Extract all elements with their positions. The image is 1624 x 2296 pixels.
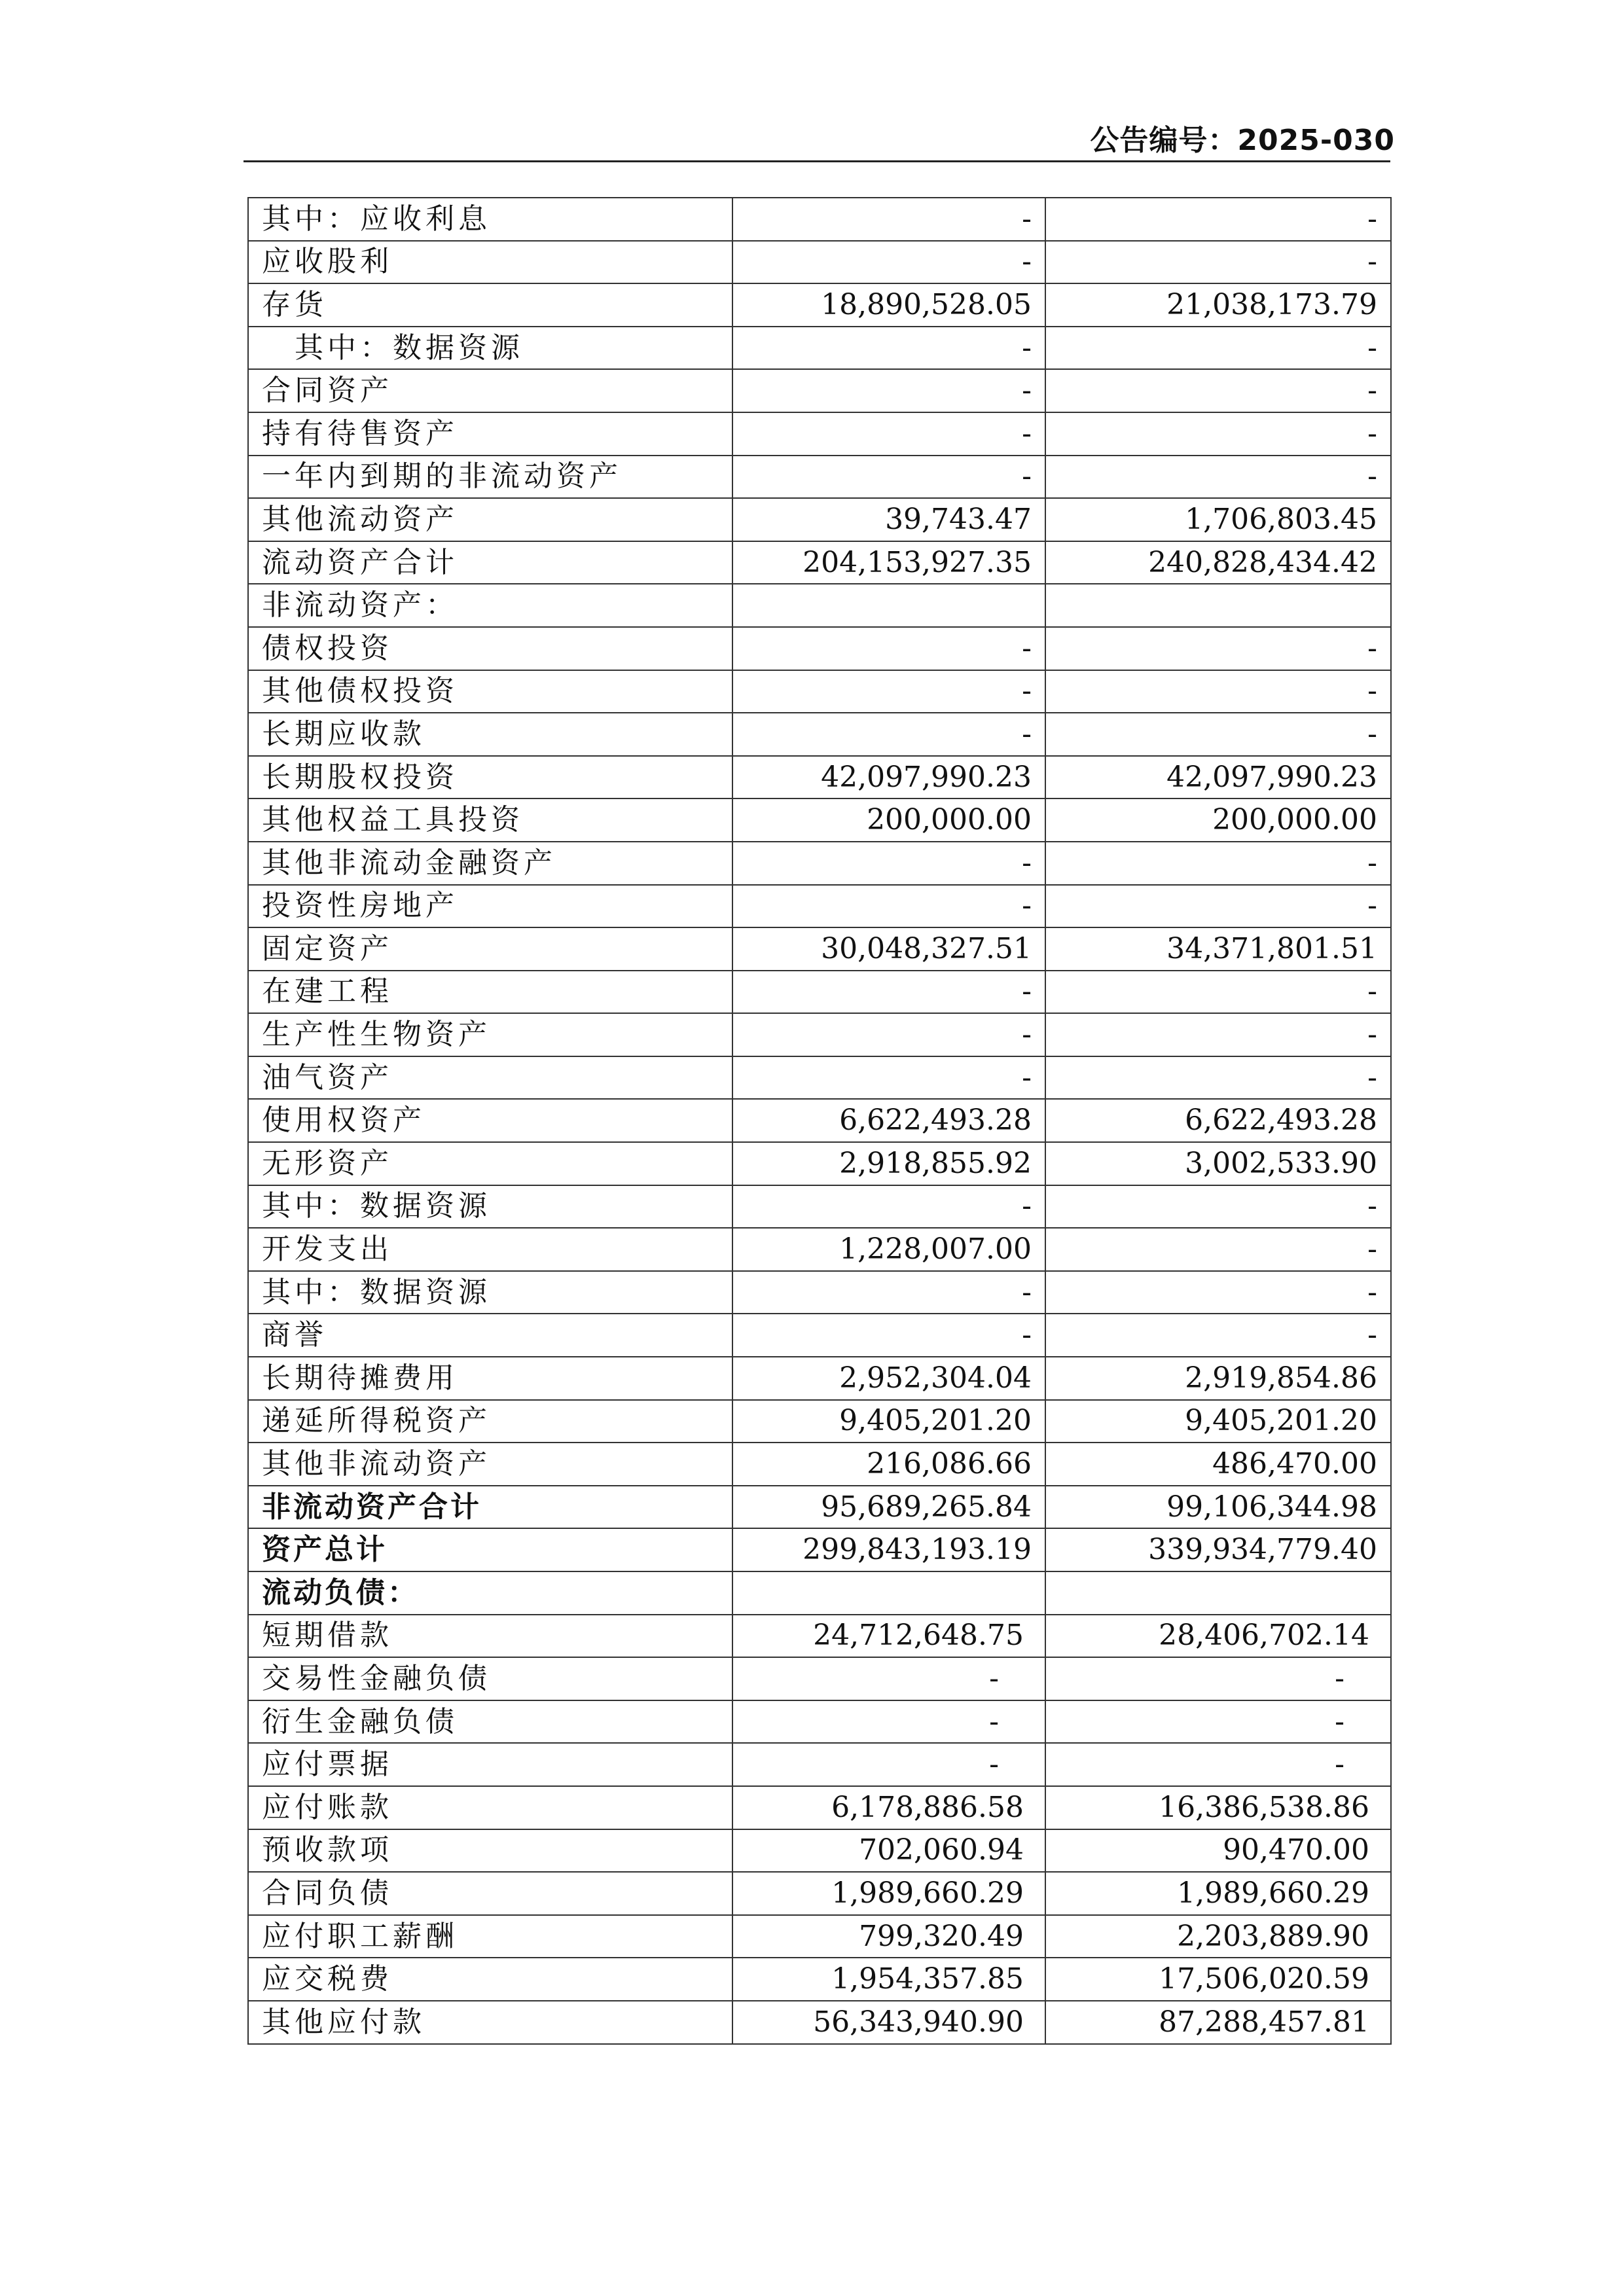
table-row (248, 1915, 1391, 1958)
value-column-1: 799,320.49 (732, 1915, 1045, 1958)
row-label: 应付职工薪酬 (248, 1915, 732, 1958)
value-column-2: - (1045, 627, 1391, 670)
row-label: 其中：应收利息 (248, 198, 732, 241)
row-label: 应交税费 (248, 1958, 732, 2001)
table-row (248, 1056, 1391, 1100)
table-row (248, 1571, 1391, 1615)
value-column-2: - (1045, 1013, 1391, 1056)
row-label: 其他非流动金融资产 (248, 842, 732, 885)
value-column-1: 30,048,327.51 (732, 927, 1045, 971)
table-row (248, 1743, 1391, 1786)
row-label: 合同负债 (248, 1872, 732, 1915)
value-column-2: 1,706,803.45 (1045, 498, 1391, 541)
value-column-1: - (732, 1013, 1045, 1056)
table-row (248, 1657, 1391, 1700)
row-label: 商誉 (248, 1314, 732, 1357)
table-row (248, 283, 1391, 327)
value-column-1: - (732, 198, 1045, 241)
value-column-2: - (1045, 327, 1391, 370)
row-label: 非流动资产： (248, 584, 732, 627)
row-label: 资产总计 (248, 1528, 732, 1571)
value-column-1: 18,890,528.05 (732, 283, 1045, 327)
value-column-1: 24,712,648.75 (732, 1615, 1045, 1658)
table-row (248, 1314, 1391, 1357)
row-label: 应付票据 (248, 1743, 732, 1786)
value-column-1: 95,689,265.84 (732, 1486, 1045, 1529)
table-row (248, 1615, 1391, 1658)
value-column-1: - (732, 241, 1045, 284)
value-column-1: - (732, 412, 1045, 456)
value-column-2: - (1045, 1314, 1391, 1357)
row-label: 持有待售资产 (248, 412, 732, 456)
value-column-1: 216,086.66 (732, 1443, 1045, 1486)
table-row (248, 327, 1391, 370)
row-label: 长期应收款 (248, 713, 732, 756)
table-row (248, 1013, 1391, 1056)
table-row (248, 198, 1391, 241)
table-row (248, 412, 1391, 456)
row-label: 其他非流动资产 (248, 1443, 732, 1486)
value-column-2: 486,470.00 (1045, 1443, 1391, 1486)
value-column-2: - (1045, 670, 1391, 713)
row-label: 合同资产 (248, 369, 732, 412)
value-column-2: - (1045, 412, 1391, 456)
value-column-1: - (732, 713, 1045, 756)
table-row (248, 584, 1391, 627)
table-row (248, 713, 1391, 756)
table-row (248, 1786, 1391, 1829)
value-column-2: - (1045, 369, 1391, 412)
table-row (248, 885, 1391, 928)
value-column-2: 200,000.00 (1045, 798, 1391, 842)
value-column-1: - (732, 627, 1045, 670)
value-column-2: 2,203,889.90 (1045, 1915, 1391, 1958)
table-row (248, 1142, 1391, 1185)
value-column-2: 17,506,020.59 (1045, 1958, 1391, 2001)
value-column-2: - (1045, 456, 1391, 499)
table-row (248, 971, 1391, 1014)
table-row (248, 1443, 1391, 1486)
row-label: 预收款项 (248, 1829, 732, 1873)
value-column-1: 2,952,304.04 (732, 1357, 1045, 1400)
row-label: 无形资产 (248, 1142, 732, 1185)
value-column-1: - (732, 1185, 1045, 1229)
row-label: 开发支出 (248, 1228, 732, 1271)
value-column-2: - (1045, 1743, 1391, 1786)
header-divider (244, 160, 1390, 162)
value-column-1: - (732, 1314, 1045, 1357)
table-row (248, 798, 1391, 842)
table-row (248, 541, 1391, 584)
value-column-2: 3,002,533.90 (1045, 1142, 1391, 1185)
value-column-1: 42,097,990.23 (732, 756, 1045, 799)
value-column-1: - (732, 670, 1045, 713)
table-row (248, 1486, 1391, 1529)
announcement-number: 公告编号：2025-030 (1090, 124, 1395, 157)
value-column-2: - (1045, 1185, 1391, 1229)
value-column-1: 1,228,007.00 (732, 1228, 1045, 1271)
value-column-1 (732, 1571, 1045, 1615)
value-column-2: 34,371,801.51 (1045, 927, 1391, 971)
value-column-1: - (732, 1271, 1045, 1314)
value-column-1: - (732, 842, 1045, 885)
value-column-1: 204,153,927.35 (732, 541, 1045, 584)
value-column-1: - (732, 327, 1045, 370)
balance-sheet-body (248, 198, 1391, 2044)
row-label: 短期借款 (248, 1615, 732, 1658)
table-row (248, 1958, 1391, 2001)
table-row (248, 1872, 1391, 1915)
value-column-1: 6,622,493.28 (732, 1099, 1045, 1142)
value-column-2: - (1045, 1228, 1391, 1271)
value-column-2: - (1045, 1271, 1391, 1314)
row-label: 流动负债： (248, 1571, 732, 1615)
row-label: 其他债权投资 (248, 670, 732, 713)
value-column-2: 87,288,457.81 (1045, 2001, 1391, 2044)
row-label: 油气资产 (248, 1056, 732, 1100)
row-label: 应收股利 (248, 241, 732, 284)
table-row (248, 670, 1391, 713)
value-column-1: 39,743.47 (732, 498, 1045, 541)
row-label: 固定资产 (248, 927, 732, 971)
value-column-1: - (732, 1056, 1045, 1100)
value-column-1: 6,178,886.58 (732, 1786, 1045, 1829)
table-row (248, 1099, 1391, 1142)
value-column-2: - (1045, 198, 1391, 241)
table-row (248, 456, 1391, 499)
row-label: 债权投资 (248, 627, 732, 670)
value-column-2: - (1045, 241, 1391, 284)
value-column-2: 6,622,493.28 (1045, 1099, 1391, 1142)
value-column-1: 2,918,855.92 (732, 1142, 1045, 1185)
row-label: 存货 (248, 283, 732, 327)
table-row (248, 927, 1391, 971)
value-column-2: 240,828,434.42 (1045, 541, 1391, 584)
table-row (248, 1700, 1391, 1744)
value-column-2 (1045, 584, 1391, 627)
value-column-2: 90,470.00 (1045, 1829, 1391, 1873)
value-column-2: 42,097,990.23 (1045, 756, 1391, 799)
value-column-2: 28,406,702.14 (1045, 1615, 1391, 1658)
row-label: 非流动资产合计 (248, 1486, 732, 1529)
row-label: 使用权资产 (248, 1099, 732, 1142)
table-row (248, 2001, 1391, 2044)
value-column-2: 9,405,201.20 (1045, 1400, 1391, 1443)
value-column-2: 339,934,779.40 (1045, 1528, 1391, 1571)
balance-sheet-table (247, 197, 1392, 2045)
row-label: 投资性房地产 (248, 885, 732, 928)
row-label: 应付账款 (248, 1786, 732, 1829)
table-row (248, 1528, 1391, 1571)
value-column-2: 1,989,660.29 (1045, 1872, 1391, 1915)
row-label: 其他应付款 (248, 2001, 732, 2044)
row-label: 其他流动资产 (248, 498, 732, 541)
value-column-2: - (1045, 713, 1391, 756)
row-label: 一年内到期的非流动资产 (248, 456, 732, 499)
row-label: 交易性金融负债 (248, 1657, 732, 1700)
row-label: 长期待摊费用 (248, 1357, 732, 1400)
row-label: 其他权益工具投资 (248, 798, 732, 842)
row-label: 其中：数据资源 (248, 1185, 732, 1229)
table-row (248, 1185, 1391, 1229)
table-row (248, 1829, 1391, 1873)
value-column-2: - (1045, 971, 1391, 1014)
value-column-2 (1045, 1571, 1391, 1615)
value-column-1 (732, 584, 1045, 627)
value-column-1: - (732, 885, 1045, 928)
value-column-1: 702,060.94 (732, 1829, 1045, 1873)
value-column-1: - (732, 971, 1045, 1014)
row-label: 长期股权投资 (248, 756, 732, 799)
table-row (248, 1400, 1391, 1443)
row-label: 其中：数据资源 (248, 1271, 732, 1314)
value-column-2: - (1045, 1056, 1391, 1100)
value-column-1: - (732, 369, 1045, 412)
value-column-2: 21,038,173.79 (1045, 283, 1391, 327)
row-label: 递延所得税资产 (248, 1400, 732, 1443)
row-label: 其中：数据资源 (248, 327, 732, 370)
table-row (248, 1357, 1391, 1400)
value-column-1: 1,954,357.85 (732, 1958, 1045, 2001)
table-row (248, 842, 1391, 885)
value-column-1: 1,989,660.29 (732, 1872, 1045, 1915)
row-label: 生产性生物资产 (248, 1013, 732, 1056)
value-column-2: 16,386,538.86 (1045, 1786, 1391, 1829)
table-row (248, 369, 1391, 412)
table-row (248, 627, 1391, 670)
value-column-1: - (732, 1700, 1045, 1744)
table-row (248, 498, 1391, 541)
value-column-1: 299,843,193.19 (732, 1528, 1045, 1571)
value-column-1: - (732, 1657, 1045, 1700)
value-column-1: - (732, 1743, 1045, 1786)
table-row (248, 1271, 1391, 1314)
value-column-2: - (1045, 1700, 1391, 1744)
value-column-2: 99,106,344.98 (1045, 1486, 1391, 1529)
value-column-2: - (1045, 885, 1391, 928)
value-column-1: 9,405,201.20 (732, 1400, 1045, 1443)
value-column-2: 2,919,854.86 (1045, 1357, 1391, 1400)
row-label: 在建工程 (248, 971, 732, 1014)
value-column-1: - (732, 456, 1045, 499)
value-column-1: 56,343,940.90 (732, 2001, 1045, 2044)
value-column-2: - (1045, 842, 1391, 885)
value-column-1: 200,000.00 (732, 798, 1045, 842)
table-row (248, 756, 1391, 799)
value-column-2: - (1045, 1657, 1391, 1700)
table-row (248, 241, 1391, 284)
table-row (248, 1228, 1391, 1271)
row-label: 流动资产合计 (248, 541, 732, 584)
row-label: 衍生金融负债 (248, 1700, 732, 1744)
